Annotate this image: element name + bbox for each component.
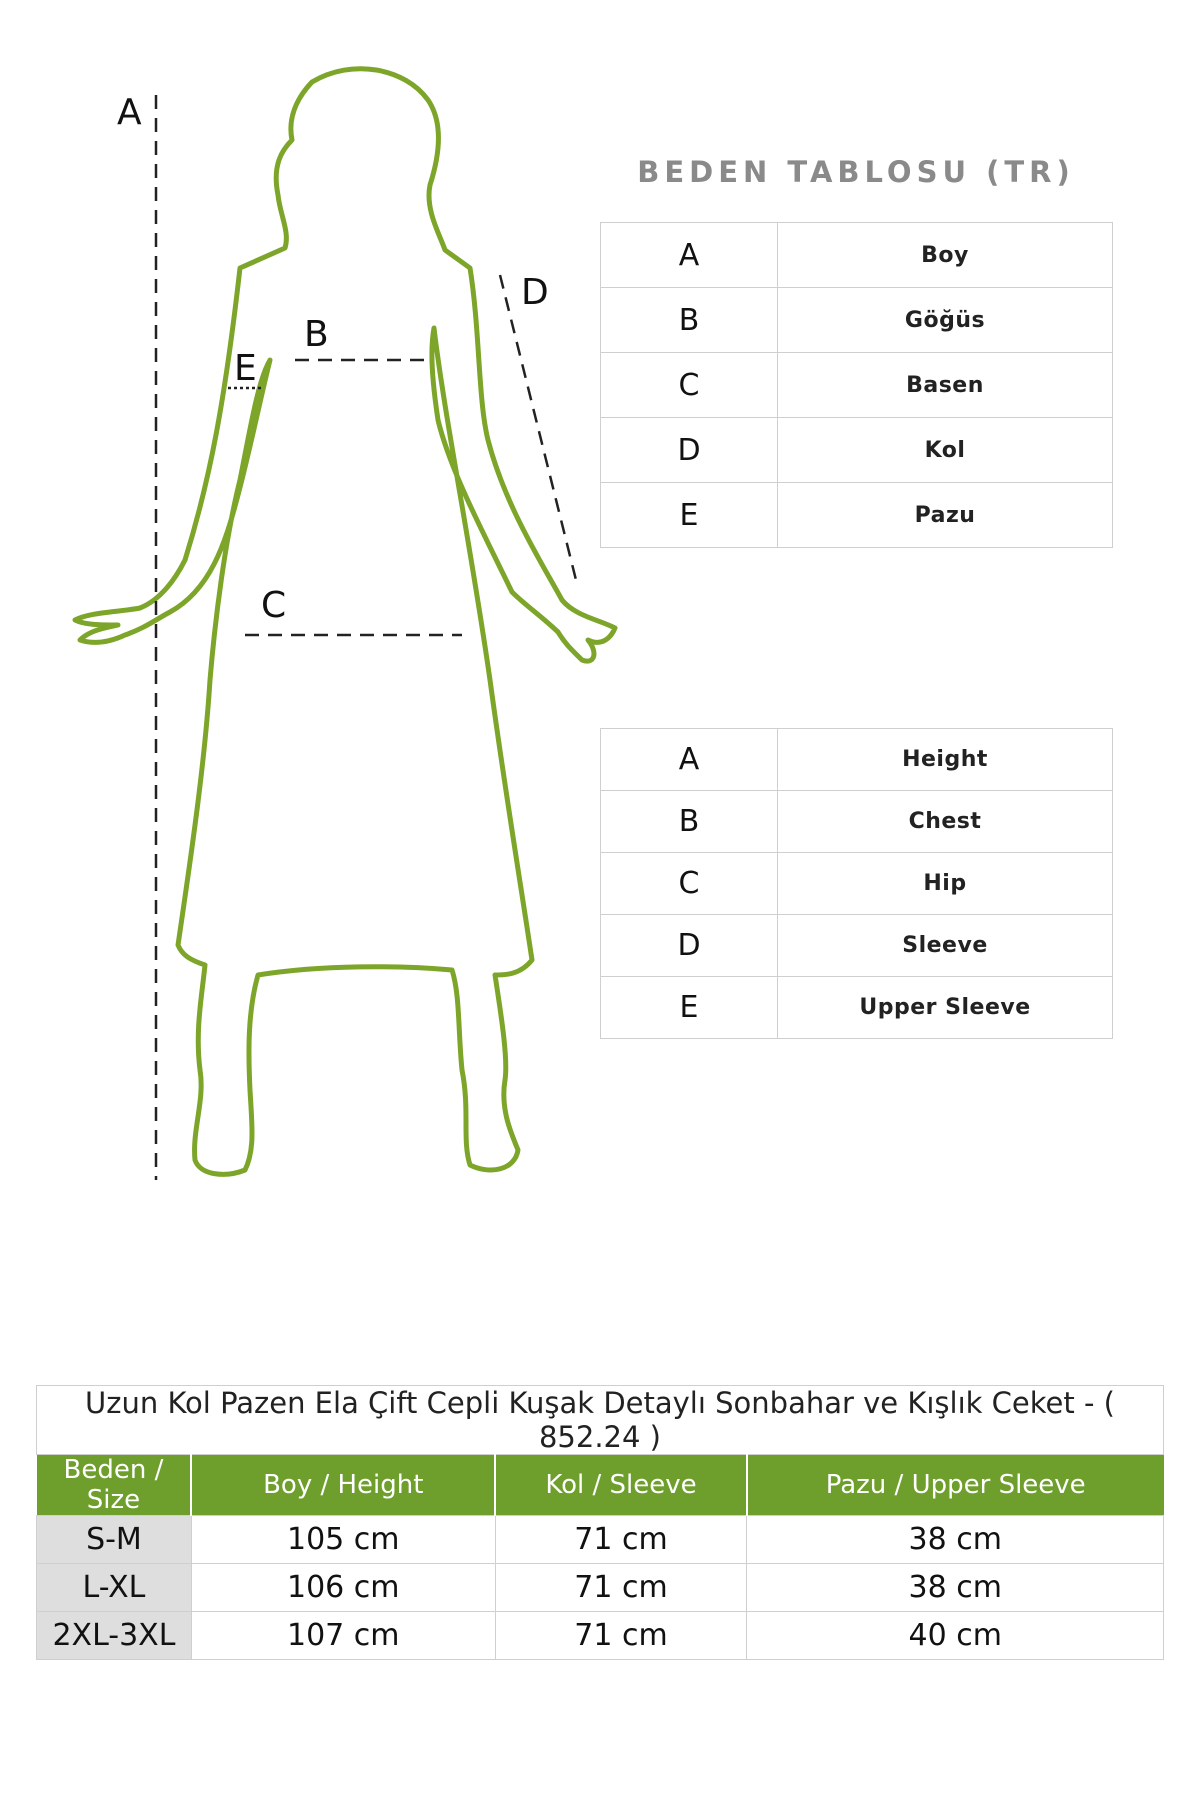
height-cell: 105 cm — [191, 1516, 495, 1564]
legend-row — [601, 853, 1113, 915]
sleeve-cell: 71 cm — [495, 1564, 747, 1612]
size-cell: 2XL-3XL — [37, 1612, 192, 1660]
legend-row — [601, 418, 1113, 483]
height-cell: 107 cm — [191, 1612, 495, 1660]
legend-label: Boy — [778, 223, 1113, 288]
legend-code: A — [601, 223, 778, 288]
column-header-height: Boy / Height — [191, 1455, 495, 1516]
legend-row — [601, 223, 1113, 288]
table-row — [37, 1564, 1164, 1612]
legend-row — [601, 353, 1113, 418]
legend-code: D — [601, 915, 778, 977]
product-title: Uzun Kol Pazen Ela Çift Cepli Kuşak Detaylı Sonbahar ve Kışlık Ceket - ( 852.24 ) — [37, 1386, 1164, 1455]
upper-sleeve-cell: 40 cm — [747, 1612, 1164, 1660]
legend-code: B — [601, 288, 778, 353]
size-table-caption-row — [37, 1386, 1164, 1455]
table-row — [37, 1516, 1164, 1564]
column-header-size: Beden / Size — [37, 1455, 192, 1516]
label-d: D — [521, 272, 549, 313]
legend-row — [601, 915, 1113, 977]
sleeve-cell: 71 cm — [495, 1516, 747, 1564]
legend-row — [601, 288, 1113, 353]
column-header-sleeve: Kol / Sleeve — [495, 1455, 747, 1516]
sleeve-cell: 71 cm — [495, 1612, 747, 1660]
table-row — [37, 1612, 1164, 1660]
legend-code: A — [601, 729, 778, 791]
size-cell: L-XL — [37, 1564, 192, 1612]
legend-code: E — [601, 977, 778, 1039]
upper-sleeve-cell: 38 cm — [747, 1564, 1164, 1612]
legend-row — [601, 729, 1113, 791]
legend-title: BEDEN TABLOSU (TR) — [637, 155, 1075, 189]
legend-label: Göğüs — [778, 288, 1113, 353]
legend-label: Pazu — [778, 483, 1113, 548]
legend-code: C — [601, 353, 778, 418]
legend-code: D — [601, 418, 778, 483]
legend-label: Hip — [778, 853, 1113, 915]
size-cell: S-M — [37, 1516, 192, 1564]
legend-row — [601, 791, 1113, 853]
size-table — [36, 1385, 1164, 1660]
label-e: E — [234, 348, 257, 389]
legend-code: C — [601, 853, 778, 915]
label-b: B — [304, 314, 329, 355]
legend-label: Basen — [778, 353, 1113, 418]
measurement-figure — [0, 0, 700, 1220]
legend-label: Kol — [778, 418, 1113, 483]
legend-row — [601, 483, 1113, 548]
legend-label: Upper Sleeve — [778, 977, 1113, 1039]
figure-svg — [0, 0, 700, 1220]
legend-row — [601, 977, 1113, 1039]
upper-sleeve-cell: 38 cm — [747, 1516, 1164, 1564]
column-header-upper-sleeve: Pazu / Upper Sleeve — [747, 1455, 1164, 1516]
legend-code: E — [601, 483, 778, 548]
label-c: C — [261, 585, 287, 626]
legend-label: Chest — [778, 791, 1113, 853]
height-cell: 106 cm — [191, 1564, 495, 1612]
legend-table-tr — [600, 222, 1113, 548]
legend-label: Height — [778, 729, 1113, 791]
size-table-header — [37, 1455, 1164, 1516]
label-a: A — [117, 92, 142, 133]
legend-code: B — [601, 791, 778, 853]
legend-table-en — [600, 728, 1113, 1039]
legend-label: Sleeve — [778, 915, 1113, 977]
